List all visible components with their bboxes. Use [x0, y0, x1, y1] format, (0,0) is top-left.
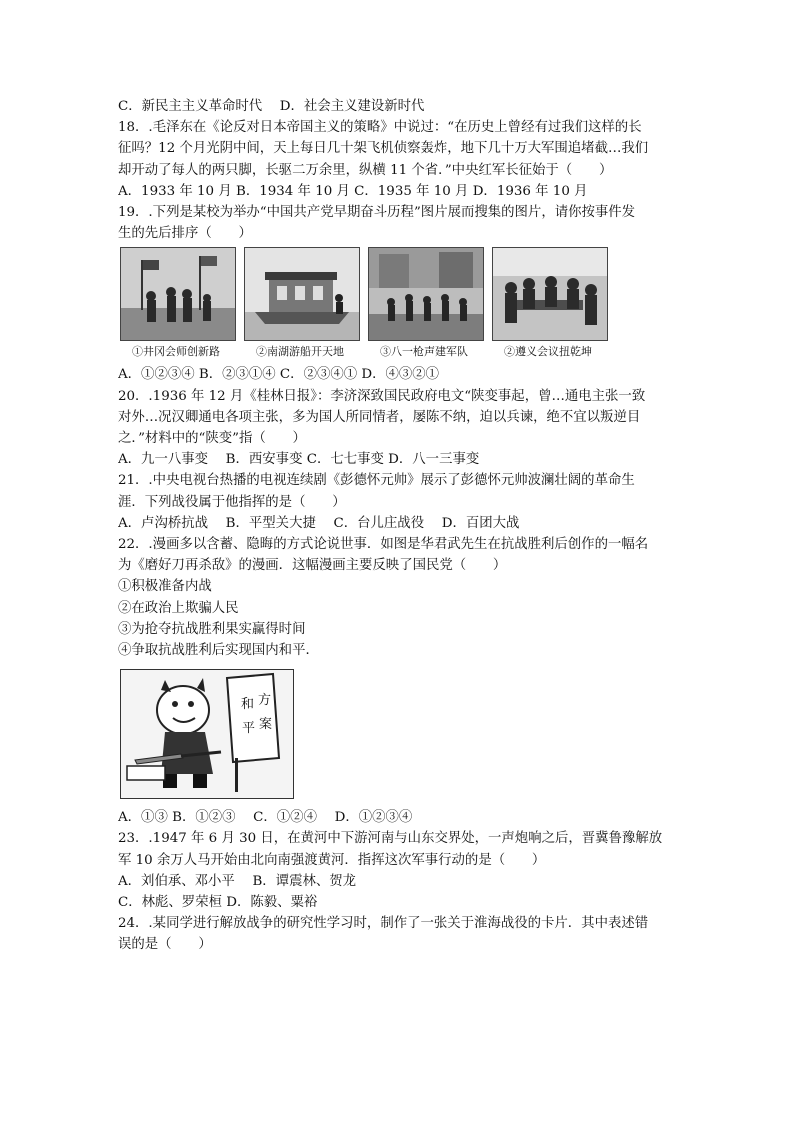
photo-row — [120, 247, 678, 341]
text-line: C．新民主主义革命时代 D．社会主义建设新时代 — [118, 99, 425, 114]
text-line: A．刘伯承、邓小平 B．谭震林、贺龙 — [118, 873, 357, 889]
cartoon-knife-sharpening — [120, 669, 294, 799]
text-line: 23．.1947 年 6 月 30 日，在黄河中下游河南与山东交界处，一声炮响之后，晋冀鲁豫解放 — [118, 831, 663, 847]
text-line: A．①③ B．①②③ C．①②④ D．①②③④ — [118, 810, 413, 826]
cartoon-sign-text-2: 方 — [258, 693, 272, 709]
text-line: 误的是（ ） — [118, 937, 212, 953]
question-block-mid — [118, 364, 678, 661]
text-line: A．卢沟桥抗战 B．平型关大捷 C．台儿庄战役 D．百团大战 — [118, 515, 520, 531]
text-line: 生的先后排序（ ） — [118, 226, 252, 242]
text-line: A．1933 年 10 月 B．1934 年 10 月 C．1935 年 10 月 D．1936 年 10 月 — [118, 183, 588, 199]
photo-bayi-uprising — [368, 247, 484, 341]
text-line: 21．.中央电视台热播的电视连续剧《彭德怀元帅》展示了彭德怀元帅波澜壮阔的革命生 — [118, 473, 635, 489]
text-line: 为《磨好刀再杀敌》的漫画．这幅漫画主要反映了国民党（ ） — [118, 558, 507, 574]
cartoon-sign-text-4: 案 — [259, 717, 273, 733]
cartoon-sign-text-3: 平 — [242, 721, 256, 737]
photo-nanhu-boat — [244, 247, 360, 341]
text-line: 征吗？12 个月光阴中间，天上每日几十架飞机侦察轰炸，地下几十万大军围追堵截…我们 — [118, 141, 649, 157]
text-line: 之．”材料中的“陕变”指（ ） — [118, 431, 306, 447]
question-block-top — [118, 96, 678, 244]
text-line: 对外…况汉卿通电各项主张，多为国人所同情者，屡陈不纳，迫以兵谏，绝不宜以叛逆目 — [118, 409, 641, 425]
text-line: 18．.毛泽东在《论反对日本帝国主义的策略》中说过：“在历史上曾经有过我们这样的长 — [118, 120, 642, 136]
photo-caption: ②遵义会议扭乾坤 — [504, 345, 592, 359]
text-line: ④争取抗战胜利后实现国内和平． — [118, 643, 319, 659]
text-line: 20．.1936 年 12 月《桂林日报》：李济深致国民政府电文“陕变事起，曾…通电主张一致 — [118, 388, 646, 404]
photo-caption: ①井冈会师创新路 — [132, 345, 220, 359]
text-line: ②在政治上欺骗人民 — [118, 600, 239, 616]
cartoon-sign-text-1: 和 — [241, 697, 255, 713]
text-line: 22．.漫画多以含蓄、隐晦的方式论说世事．如图是华君武先生在抗战胜利后创作的一幅名 — [118, 537, 649, 553]
text-line: 19．.下列是某校为举办“中国共产党早期奋斗历程”图片展而搜集的图片，请你按事件发 — [118, 205, 636, 221]
photo-caption: ②南湖游船开天地 — [256, 345, 344, 359]
text-line: A．①②③④ B．②③①④ C．②③④① D．④③②① — [118, 367, 440, 383]
text-line: ③为抢夺抗战胜利果实赢得时间 — [118, 621, 306, 637]
text-line: 涯．下列战役属于他指挥的是（ ） — [118, 494, 346, 510]
question-block-bottom — [118, 807, 678, 955]
photo-jinggang-meeting — [120, 247, 236, 341]
exam-page — [118, 96, 678, 956]
text-line: ①积极准备内战 — [118, 579, 212, 595]
text-line: C．林彪、罗荣桓 D．陈毅、粟裕 — [118, 895, 318, 911]
text-line: 24．.某同学进行解放战争的研究性学习时，制作了一张关于淮海战役的卡片．其中表述错 — [118, 916, 649, 932]
photo-caption: ③八一枪声建军队 — [380, 345, 468, 359]
text-line: 却开动了每人的两只脚，长驱二万余里，纵横 11 个省．”中央红军长征始于（ ） — [118, 162, 613, 178]
photo-zunyi-meeting — [492, 247, 608, 341]
photo-captions — [118, 344, 678, 360]
text-line: A．九一八事变 B．西安事变 C．七七事变 D．八一三事变 — [118, 452, 480, 468]
text-line: 军 10 余万人马开始由北向南强渡黄河．指挥这次军事行动的是（ ） — [118, 852, 546, 868]
